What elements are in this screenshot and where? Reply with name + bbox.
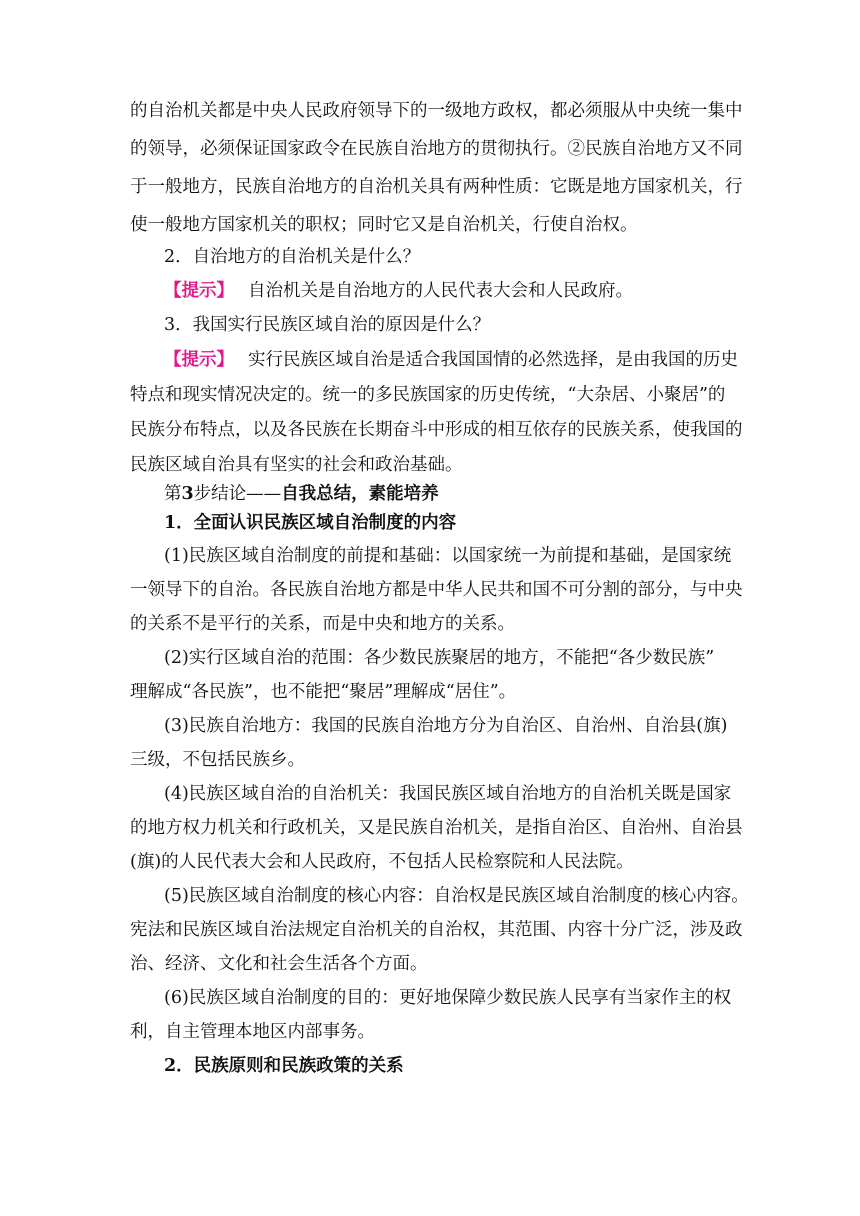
- answer-text: 自治机关是自治地方的人民代表大会和人民政府。: [248, 281, 633, 301]
- paragraph-line: 一领导下的自治。各民族自治地方都是中华人民共和国不可分割的部分，与中央: [130, 580, 743, 600]
- paragraph-line: 的关系不是平行的关系，而是中央和地方的关系。: [130, 614, 515, 634]
- paragraph-line: (4)民族区域自治的自治机关：我国民族区域自治地方的自治机关既是国家: [164, 784, 732, 804]
- paragraph-line: 的领导，必须保证国家政令在民族自治地方的贯彻执行。②民族自治地方又不同: [130, 139, 743, 159]
- tip-label: 【提示】: [164, 281, 234, 301]
- section-heading: 2．民族原则和民族政策的关系: [164, 1056, 404, 1076]
- paragraph-line: (5)民族区域自治制度的核心内容：自治权是民族区域自治制度的核心内容。: [164, 886, 749, 906]
- step-heading: 第3步结论——自我总结，素能培养: [164, 484, 439, 504]
- paragraph-line: 的自治机关都是中央人民政府领导下的一级地方政权，都必须服从中央统一集中: [130, 101, 743, 121]
- paragraph-line: 于一般地方，民族自治地方的自治机关具有两种性质：它既是地方国家机关，行: [130, 177, 743, 197]
- answer-text: 实行民族区域自治是适合我国国情的必然选择，是由我国的历史: [248, 350, 738, 370]
- paragraph-line: (6)民族区域自治制度的目的：更好地保障少数民族人民享有当家作主的权: [164, 988, 732, 1008]
- paragraph-line: 三级，不包括民族乡。: [130, 750, 305, 770]
- paragraph-line: 治、经济、文化和社会生活各个方面。: [130, 954, 428, 974]
- answer-3-line: [164, 349, 738, 371]
- paragraph-line: (旗)的人民代表大会和人民政府，不包括人民检察院和人民法院。: [130, 852, 634, 872]
- paragraph-line: 民族分布特点，以及各民族在长期奋斗中形成的相互依存的民族关系，使我国的: [130, 420, 743, 440]
- question-3: 3．我国实行民族区域自治的原因是什么？: [164, 315, 491, 335]
- paragraph-line: 使一般地方国家机关的职权；同时它又是自治机关，行使自治权。: [130, 215, 638, 235]
- answer-2: [164, 280, 633, 302]
- section-heading: 1．全面认识民族区域自治制度的内容: [164, 513, 457, 533]
- paragraph-line: (2)实行区域自治的范围：各少数民族聚居的地方，不能把“各少数民族”: [164, 648, 715, 668]
- paragraph-line: (1)民族区域自治制度的前提和基础：以国家统一为前提和基础，是国家统: [164, 546, 732, 566]
- paragraph-line: 的地方权力机关和行政机关，又是民族自治机关，是指自治区、自治州、自治县: [130, 818, 743, 838]
- paragraph-line: 特点和现实情况决定的。统一的多民族国家的历史传统，“大杂居、小聚居”的: [130, 385, 726, 405]
- question-2: 2．自治地方的自治机关是什么？: [164, 247, 421, 267]
- paragraph-line: 民族区域自治具有坚实的社会和政治基础。: [130, 455, 463, 475]
- paragraph-line: (3)民族自治地方：我国的民族自治地方分为自治区、自治州、自治县(旗): [164, 716, 728, 736]
- paragraph-line: 理解成“各民族”，也不能把“聚居”理解成“居住”。: [130, 682, 517, 702]
- paragraph-line: 宪法和民族区域自治法规定自治机关的自治权，其范围、内容十分广泛，涉及政: [130, 920, 743, 940]
- tip-label: 【提示】: [164, 350, 234, 370]
- paragraph-line: 利，自主管理本地区内部事务。: [130, 1022, 375, 1042]
